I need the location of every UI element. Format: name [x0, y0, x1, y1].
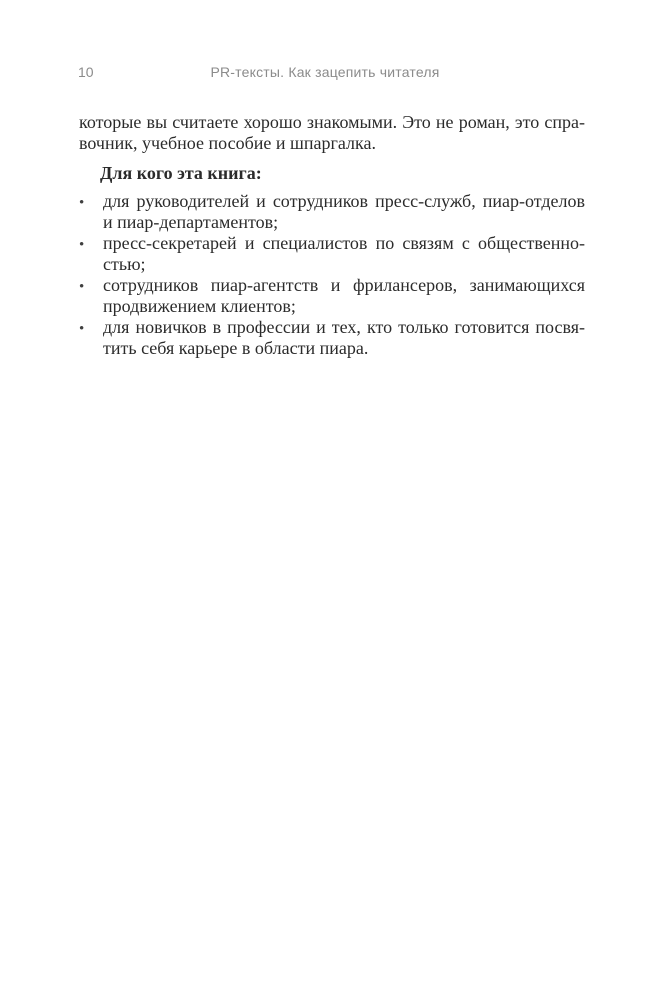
list-item-line: продвижением клиентов;	[103, 296, 296, 316]
page-content	[79, 112, 585, 359]
list-item	[79, 191, 585, 233]
bullet-marker: •	[79, 195, 85, 211]
list-item-line: для руководителей и сотрудников пресс-служб, пиар-отделов	[103, 191, 585, 211]
paragraph-line: вочник, учебное пособие и шпаргалка.	[79, 133, 376, 153]
list-item	[79, 233, 585, 275]
section-heading: Для кого эта книга:	[100, 163, 262, 183]
page-number: 10	[78, 64, 94, 80]
list-item	[79, 317, 585, 359]
bullet-marker: •	[79, 279, 85, 295]
running-title: PR-тексты. Как зацепить читателя	[210, 64, 440, 80]
list-item-text	[103, 275, 585, 317]
running-head	[0, 64, 650, 81]
body-paragraph	[79, 112, 585, 154]
list-item-line: для новичков в профессии и тех, кто только готовится посвя-	[103, 317, 585, 337]
list-item-line: стью;	[103, 254, 146, 274]
list-item-text	[103, 233, 585, 275]
list-item-line: сотрудников пиар-агентств и фрилансеров, занимающихся	[103, 275, 585, 295]
paragraph-line: которые вы считаете хорошо знакомыми. Это не роман, это спра-	[79, 112, 585, 132]
list-item-line: пресс-секретарей и специалистов по связям с общественно-	[103, 233, 585, 253]
list-item-text	[103, 191, 585, 233]
bullet-marker: •	[79, 321, 85, 337]
bullet-marker: •	[79, 237, 85, 253]
list-item-text	[103, 317, 585, 359]
list-item-line: и пиар-департаментов;	[103, 212, 279, 232]
list-item-line: тить себя карьере в области пиара.	[103, 338, 369, 358]
bullet-list	[79, 191, 585, 359]
list-item	[79, 275, 585, 317]
